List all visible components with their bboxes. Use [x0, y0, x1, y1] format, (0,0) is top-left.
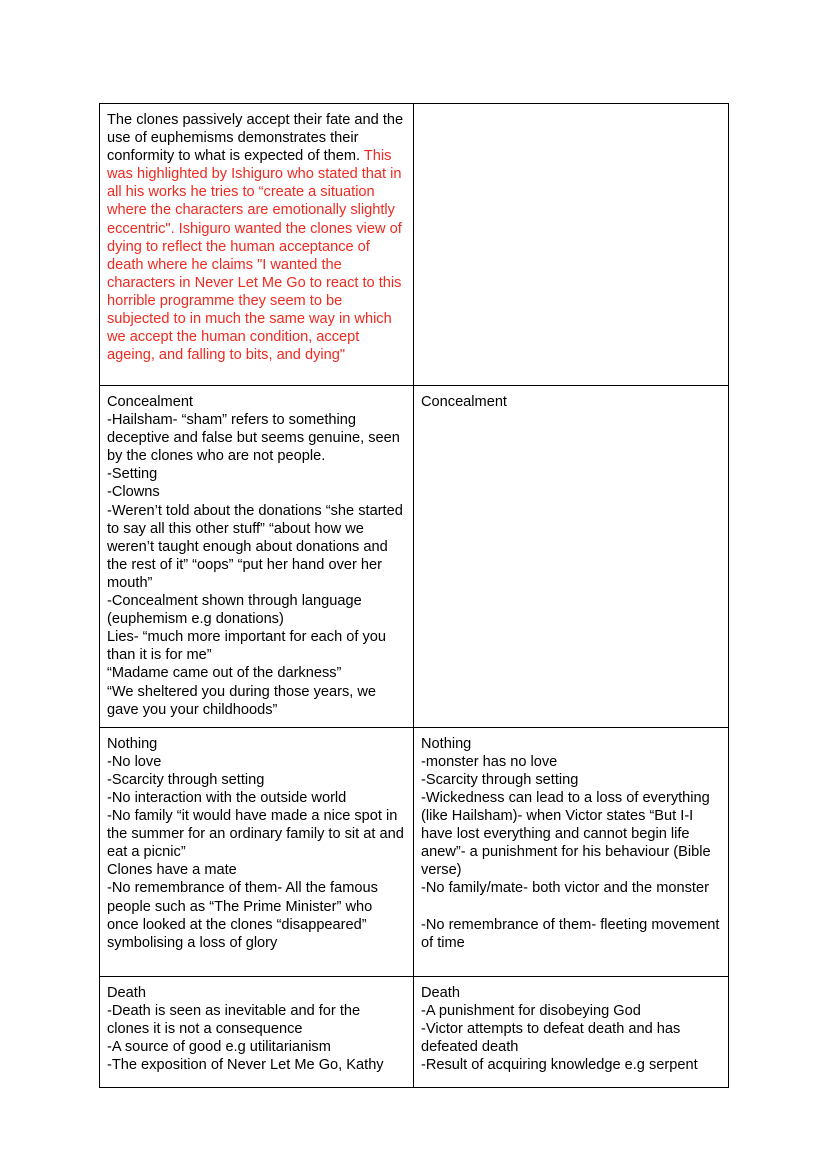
nothing-point-scarcity: -Scarcity through setting [107, 771, 265, 788]
cell-row2-left-body [107, 393, 405, 719]
nothing-right-no-remembrance: -No remembrance of them- fleeting movement of time [421, 916, 720, 951]
concealment-point-donations: -Weren’t told about the donations “she started to say all this other stuff” “about how we weren’t taught enough about donations and the rest of it” “oops” “put her hand over her mouth” [107, 502, 403, 591]
cell-row1-left [100, 104, 414, 386]
cell-row3-left-body [107, 735, 405, 952]
table-row [100, 386, 729, 728]
cell-row2-right [414, 386, 729, 728]
nothing-heading-left: Nothing [107, 735, 158, 752]
concealment-point-setting: -Setting [107, 466, 158, 483]
death-left-inevitable: -Death is seen as inevitable and for the clones it is not a consequence [107, 1002, 361, 1037]
concealment-point-lies: Lies- “much more important for each of you than it is for me” [107, 629, 387, 664]
cell-row1-left-paragraph [107, 111, 405, 364]
cell-row4-left [100, 976, 414, 1087]
nothing-point-mate: Clones have a mate [107, 862, 237, 879]
cell-row4-right [414, 976, 729, 1087]
concealment-heading-right: Concealment [421, 394, 507, 410]
concealment-point-hailsham: -Hailsham- “sham” refers to something deceptive and false but seems genuine, seen by the clones who are not people. [107, 412, 400, 465]
cell-row3-left [100, 727, 414, 976]
comparison-notes-table [99, 103, 729, 1088]
death-right-punishment: -A punishment for disobeying God [421, 1002, 641, 1019]
concealment-heading: Concealment [107, 394, 193, 410]
death-right-victor-defeat: -Victor attempts to defeat death and has defeated death [421, 1020, 681, 1055]
conformity-black-text: The clones passively accept their fate and the use of euphemisms demonstrates their conformity to what is expected of them. [107, 112, 404, 165]
nothing-right-scarcity: -Scarcity through setting [421, 771, 579, 788]
conformity-red-text: This was highlighted by Ishiguro who stated that in all his works he tries to “create a situation where the characters are emotionally slightly eccentric". Ishiguro wanted the clones view of dying to reflect the human acceptance of death where he claims "I wanted the characters in Never Let Me Go to react to this horrible programme they seem to be subjected to in much the same way in which we accept the human condition, accept ageing, and falling to bits, and dying" [107, 148, 402, 364]
concealment-quote-sheltered: “We sheltered you during those years, we gave you your childhoods” [107, 683, 377, 718]
concealment-point-clowns: -Clowns [107, 484, 160, 501]
cell-row2-right-body [421, 393, 720, 411]
nothing-right-monster-no-love: -monster has no love [421, 753, 558, 770]
table-row [100, 976, 729, 1087]
nothing-heading-right: Nothing [421, 735, 472, 752]
cell-row3-right [414, 727, 729, 976]
nothing-right-no-family: -No family/mate- both victor and the monster [421, 880, 709, 897]
nothing-point-no-interaction: -No interaction with the outside world [107, 789, 347, 806]
nothing-right-wickedness: -Wickedness can lead to a loss of everything (like Hailsham)- when Victor states “But I-I have lost everything and cannot begin life anew”- a punishment for his behaviour (Bible verse) [421, 789, 711, 879]
cell-row4-right-body [421, 984, 720, 1074]
nothing-point-no-love: -No love [107, 753, 162, 770]
cell-row3-right-body [421, 735, 720, 952]
concealment-quote-madame: “Madame came out of the darkness” [107, 665, 342, 682]
cell-row4-left-body [107, 984, 405, 1074]
table-row [100, 104, 729, 386]
nothing-point-no-family: -No family “it would have made a nice spot in the summer for an ordinary family to sit at and eat a picnic” [107, 808, 404, 861]
death-left-utilitarianism: -A source of good e.g utilitarianism [107, 1038, 331, 1055]
cell-row1-right [414, 104, 729, 386]
death-heading-right: Death [421, 984, 460, 1001]
cell-row1-left-body [107, 111, 405, 364]
table-row [100, 727, 729, 976]
death-right-knowledge: -Result of acquiring knowledge e.g serpent [421, 1057, 698, 1074]
death-heading-left: Death [107, 984, 146, 1001]
concealment-point-language: -Concealment shown through language (euphemism e.g donations) [107, 593, 362, 628]
death-left-exposition: -The exposition of Never Let Me Go, Kathy [107, 1057, 384, 1074]
cell-row2-left [100, 386, 414, 728]
paragraph-spacer [421, 898, 720, 916]
nothing-point-no-remembrance: -No remembrance of them- All the famous people such as “The Prime Minister” who once looked at the clones “disappeared” symbolising a loss of glory [107, 880, 378, 951]
